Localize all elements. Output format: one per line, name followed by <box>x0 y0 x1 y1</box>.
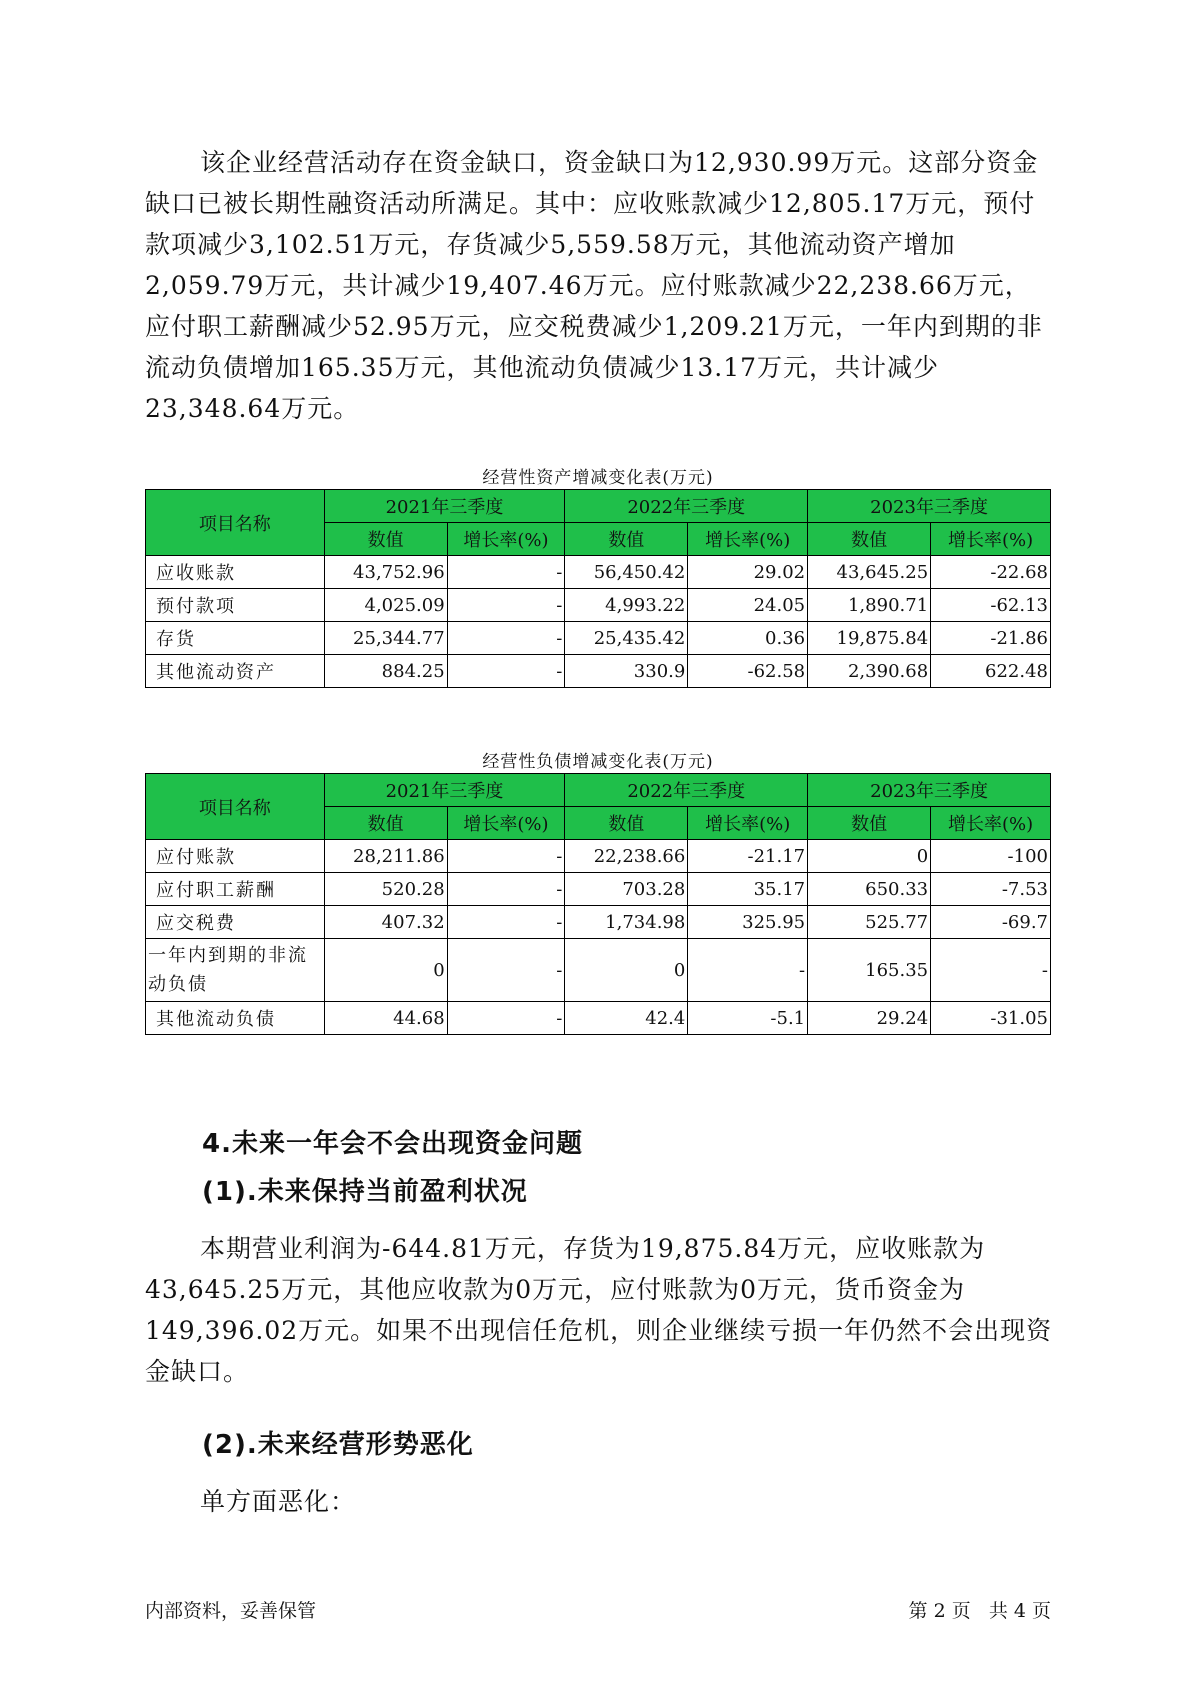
asset-period-2022: 2022年三季度 <box>565 490 808 523</box>
cell-value: 25,435.42 <box>565 622 688 655</box>
table-row <box>146 906 1051 939</box>
cell-value: 165.35 <box>808 939 931 1002</box>
cell-rate: -100 <box>931 840 1051 873</box>
cell-value: 29.24 <box>808 1002 931 1035</box>
table-row <box>146 589 1051 622</box>
liability-value-header: 数值 <box>808 807 931 840</box>
asset-item-header: 项目名称 <box>146 490 325 556</box>
cell-value: 44.68 <box>324 1002 447 1035</box>
cell-rate: 325.95 <box>688 906 808 939</box>
table-row <box>146 873 1051 906</box>
sub-heading-2: (2).未来经营形势恶化 <box>202 1430 474 1460</box>
row-name: 一年内到期的非流动负债 <box>146 939 325 1002</box>
asset-value-header: 数值 <box>565 523 688 556</box>
cell-rate: -22.68 <box>931 556 1051 589</box>
cell-rate: -69.7 <box>931 906 1051 939</box>
liability-value-header: 数值 <box>565 807 688 840</box>
cell-rate: 35.17 <box>688 873 808 906</box>
cell-value: 1,890.71 <box>808 589 931 622</box>
liability-value-header: 数值 <box>324 807 447 840</box>
cell-rate: - <box>447 1002 565 1035</box>
cell-rate: -5.1 <box>688 1002 808 1035</box>
liability-table <box>145 773 1051 1035</box>
cell-rate: - <box>688 939 808 1002</box>
cell-value: 43,645.25 <box>808 556 931 589</box>
row-name: 存货 <box>146 622 325 655</box>
liability-period-2021: 2021年三季度 <box>324 774 565 807</box>
table-row <box>146 939 1051 1002</box>
cell-rate: - <box>447 939 565 1002</box>
cell-rate: -62.58 <box>688 655 808 688</box>
cell-rate: - <box>447 589 565 622</box>
cell-rate: - <box>447 556 565 589</box>
asset-rate-header: 增长率(%) <box>447 523 565 556</box>
cell-value: 650.33 <box>808 873 931 906</box>
asset-period-2023: 2023年三季度 <box>808 490 1051 523</box>
cell-value: 525.77 <box>808 906 931 939</box>
row-name: 应付职工薪酬 <box>146 873 325 906</box>
asset-rate-header: 增长率(%) <box>688 523 808 556</box>
row-name: 预付款项 <box>146 589 325 622</box>
asset-value-header: 数值 <box>808 523 931 556</box>
liability-rate-header: 增长率(%) <box>447 807 565 840</box>
cell-value: 19,875.84 <box>808 622 931 655</box>
table-row <box>146 655 1051 688</box>
cell-value: 0 <box>808 840 931 873</box>
cell-value: 56,450.42 <box>565 556 688 589</box>
row-name: 其他流动负债 <box>146 1002 325 1035</box>
cell-rate: -21.86 <box>931 622 1051 655</box>
cell-rate: - <box>447 873 565 906</box>
row-name: 应付账款 <box>146 840 325 873</box>
asset-rate-header: 增长率(%) <box>931 523 1051 556</box>
row-name: 其他流动资产 <box>146 655 325 688</box>
cell-value: 884.25 <box>324 655 447 688</box>
cell-rate: - <box>447 622 565 655</box>
liability-period-2023: 2023年三季度 <box>808 774 1051 807</box>
liability-header-row <box>146 774 1051 807</box>
asset-value-header: 数值 <box>324 523 447 556</box>
sub-heading-1: (1).未来保持当前盈利状况 <box>202 1177 528 1207</box>
cell-rate: -31.05 <box>931 1002 1051 1035</box>
cell-value: 0 <box>324 939 447 1002</box>
cell-rate: 24.05 <box>688 589 808 622</box>
asset-header-row <box>146 490 1051 523</box>
cell-value: 25,344.77 <box>324 622 447 655</box>
cell-rate: -21.17 <box>688 840 808 873</box>
cell-value: 42.4 <box>565 1002 688 1035</box>
cell-value: 2,390.68 <box>808 655 931 688</box>
cell-rate: 622.48 <box>931 655 1051 688</box>
liability-rate-header: 增长率(%) <box>688 807 808 840</box>
cell-value: 28,211.86 <box>324 840 447 873</box>
cell-rate: - <box>931 939 1051 1002</box>
cell-rate: 0.36 <box>688 622 808 655</box>
table-row <box>146 1002 1051 1035</box>
table-row <box>146 840 1051 873</box>
page-number: 第 2 页 共 4 页 <box>908 1600 1051 1622</box>
cell-rate: - <box>447 840 565 873</box>
intro-paragraph: 该企业经营活动存在资金缺口，资金缺口为12,930.99万元。这部分资金缺口已被长期性融资活动所满足。其中：应收账款减少12,805.17万元，预付款项减少3,102.51万元，存货减少5,559.58万元，其他流动资产增加2,059.79万元，共计减少19,407.46万元。应付账款减少22,238.66万元，应付职工薪酬减少52.95万元，应交税费减少1,209.21万元，一年内到期的非流动负债增加165.35万元，其他流动负债减少13.17万元，共计减少23,348.64万元。 <box>145 148 1043 423</box>
asset-table <box>145 489 1051 688</box>
cell-rate: 29.02 <box>688 556 808 589</box>
liability-table-caption: 经营性负债增减变化表(万元) <box>482 752 714 772</box>
cell-rate: - <box>447 906 565 939</box>
cell-rate: -7.53 <box>931 873 1051 906</box>
table-row <box>146 622 1051 655</box>
cell-value: 703.28 <box>565 873 688 906</box>
row-name: 应交税费 <box>146 906 325 939</box>
cell-value: 4,993.22 <box>565 589 688 622</box>
cell-value: 1,734.98 <box>565 906 688 939</box>
cell-value: 43,752.96 <box>324 556 447 589</box>
liability-item-header: 项目名称 <box>146 774 325 840</box>
row-name: 应收账款 <box>146 556 325 589</box>
liability-rate-header: 增长率(%) <box>931 807 1051 840</box>
table-row <box>146 556 1051 589</box>
sub1-paragraph: 本期营业利润为-644.81万元，存货为19,875.84万元，应收账款为43,645.25万元，其他应收款为0万元，应付账款为0万元，货币资金为149,396.02万元。如果不出现信任危机，则企业继续亏损一年仍然不会出现资金缺口。 <box>145 1234 1053 1386</box>
cell-value: 330.9 <box>565 655 688 688</box>
cell-value: 0 <box>565 939 688 1002</box>
cell-value: 22,238.66 <box>565 840 688 873</box>
sub2-paragraph: 单方面恶化： <box>200 1487 357 1516</box>
cell-value: 4,025.09 <box>324 589 447 622</box>
cell-value: 407.32 <box>324 906 447 939</box>
cell-rate: -62.13 <box>931 589 1051 622</box>
asset-period-2021: 2021年三季度 <box>324 490 565 523</box>
cell-value: 520.28 <box>324 873 447 906</box>
footer-left: 内部资料，妥善保管 <box>145 1600 317 1622</box>
asset-table-caption: 经营性资产增减变化表(万元) <box>482 468 714 488</box>
section-heading: 4.未来一年会不会出现资金问题 <box>202 1129 583 1159</box>
cell-rate: - <box>447 655 565 688</box>
liability-period-2022: 2022年三季度 <box>565 774 808 807</box>
